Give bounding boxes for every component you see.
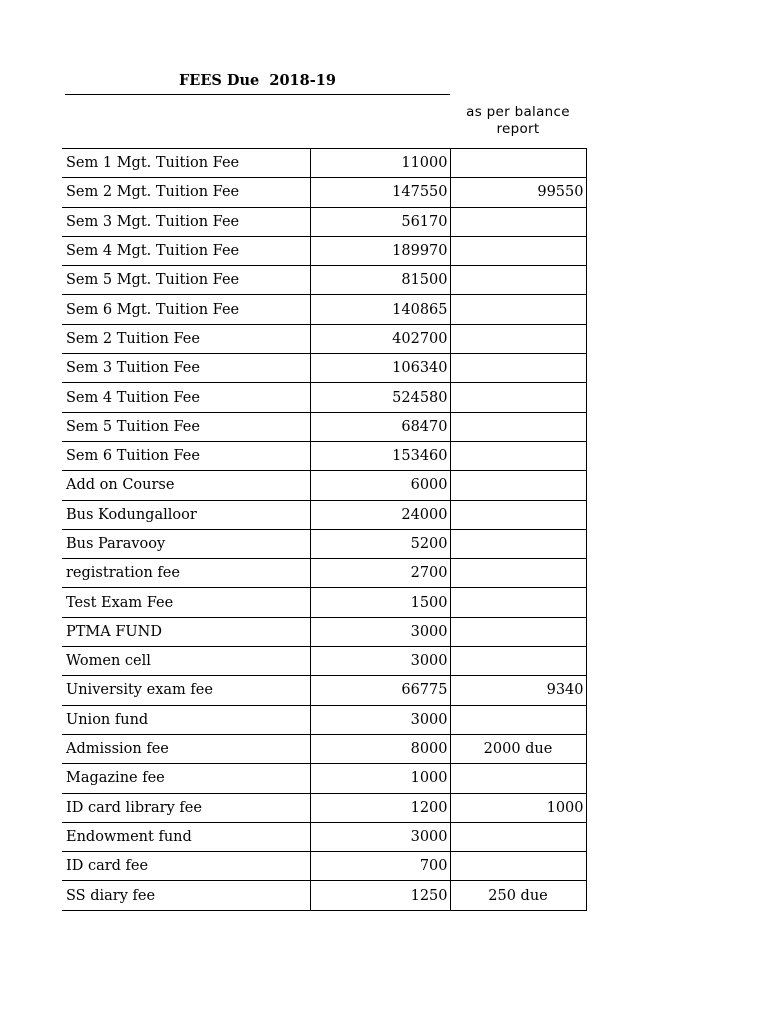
fee-amount-cell: 700	[310, 852, 450, 881]
title-text: FEES Due 2018-19	[179, 72, 336, 89]
fee-item-cell: Admission fee	[62, 734, 310, 763]
balance-cell	[450, 471, 586, 500]
balance-cell	[450, 295, 586, 324]
table-row	[62, 822, 586, 851]
balance-cell: 2000 due	[450, 734, 586, 763]
balance-cell: 250 due	[450, 881, 586, 910]
table-row	[62, 471, 586, 500]
balance-column-header	[450, 104, 586, 138]
table-row	[62, 852, 586, 881]
fee-item-cell: Union fund	[62, 705, 310, 734]
fee-amount-cell: 3000	[310, 822, 450, 851]
balance-header-line-2: report	[496, 121, 540, 137]
table-row	[62, 236, 586, 265]
fee-item-cell: Sem 3 Tuition Fee	[62, 354, 310, 383]
table-row	[62, 295, 586, 324]
balance-cell	[450, 412, 586, 441]
table-row	[62, 412, 586, 441]
fee-item-cell: PTMA FUND	[62, 617, 310, 646]
fee-amount-cell: 106340	[310, 354, 450, 383]
balance-cell	[450, 647, 586, 676]
table-row	[62, 676, 586, 705]
fee-amount-cell: 68470	[310, 412, 450, 441]
table-row	[62, 617, 586, 646]
table-row	[62, 178, 586, 207]
balance-header-line-1: as per balance	[466, 104, 570, 120]
balance-cell	[450, 236, 586, 265]
fee-amount-cell: 81500	[310, 266, 450, 295]
fee-amount-cell: 24000	[310, 500, 450, 529]
balance-cell	[450, 617, 586, 646]
balance-cell	[450, 852, 586, 881]
fee-amount-cell: 153460	[310, 441, 450, 470]
fee-item-cell: University exam fee	[62, 676, 310, 705]
fee-item-cell: Add on Course	[62, 471, 310, 500]
fee-amount-cell: 66775	[310, 676, 450, 705]
fee-amount-cell: 140865	[310, 295, 450, 324]
fee-amount-cell: 3000	[310, 647, 450, 676]
balance-cell	[450, 822, 586, 851]
fees-table-body	[62, 149, 586, 911]
fee-item-cell: Sem 1 Mgt. Tuition Fee	[62, 149, 310, 178]
balance-cell	[450, 705, 586, 734]
table-row	[62, 881, 586, 910]
balance-cell	[450, 588, 586, 617]
fee-item-cell: Magazine fee	[62, 764, 310, 793]
balance-cell	[450, 354, 586, 383]
balance-cell	[450, 500, 586, 529]
table-row	[62, 793, 586, 822]
table-row	[62, 149, 586, 178]
fee-item-cell: Endowment fund	[62, 822, 310, 851]
fee-item-cell: Sem 2 Tuition Fee	[62, 324, 310, 353]
table-row	[62, 647, 586, 676]
fee-item-cell: Bus Kodungalloor	[62, 500, 310, 529]
balance-cell	[450, 764, 586, 793]
fee-item-cell: Sem 6 Mgt. Tuition Fee	[62, 295, 310, 324]
balance-cell	[450, 324, 586, 353]
balance-cell: 1000	[450, 793, 586, 822]
fee-amount-cell: 3000	[310, 617, 450, 646]
balance-cell	[450, 149, 586, 178]
table-row	[62, 529, 586, 558]
fee-item-cell: SS diary fee	[62, 881, 310, 910]
fee-item-cell: Sem 2 Mgt. Tuition Fee	[62, 178, 310, 207]
balance-cell	[450, 441, 586, 470]
table-row	[62, 324, 586, 353]
fee-item-cell: Sem 4 Tuition Fee	[62, 383, 310, 412]
fee-amount-cell: 56170	[310, 207, 450, 236]
fee-item-cell: ID card fee	[62, 852, 310, 881]
table-row	[62, 559, 586, 588]
fee-amount-cell: 402700	[310, 324, 450, 353]
table-row	[62, 705, 586, 734]
fee-amount-cell: 6000	[310, 471, 450, 500]
table-row	[62, 354, 586, 383]
fee-item-cell: Sem 5 Tuition Fee	[62, 412, 310, 441]
fee-amount-cell: 5200	[310, 529, 450, 558]
fee-amount-cell: 1500	[310, 588, 450, 617]
balance-cell	[450, 529, 586, 558]
fee-amount-cell: 147550	[310, 178, 450, 207]
table-row	[62, 207, 586, 236]
fee-item-cell: Sem 6 Tuition Fee	[62, 441, 310, 470]
fee-amount-cell: 1200	[310, 793, 450, 822]
fee-amount-cell: 8000	[310, 734, 450, 763]
fee-amount-cell: 1250	[310, 881, 450, 910]
table-row	[62, 734, 586, 763]
fee-item-cell: ID card library fee	[62, 793, 310, 822]
fee-amount-cell: 189970	[310, 236, 450, 265]
fee-item-cell: Sem 3 Mgt. Tuition Fee	[62, 207, 310, 236]
balance-cell	[450, 559, 586, 588]
balance-cell	[450, 266, 586, 295]
table-row	[62, 441, 586, 470]
fee-amount-cell: 11000	[310, 149, 450, 178]
fees-table	[62, 148, 587, 911]
fee-item-cell: registration fee	[62, 559, 310, 588]
fee-item-cell: Test Exam Fee	[62, 588, 310, 617]
balance-cell	[450, 383, 586, 412]
fee-amount-cell: 1000	[310, 764, 450, 793]
table-row	[62, 764, 586, 793]
fee-item-cell: Sem 4 Mgt. Tuition Fee	[62, 236, 310, 265]
table-row	[62, 383, 586, 412]
fee-amount-cell: 3000	[310, 705, 450, 734]
balance-cell: 9340	[450, 676, 586, 705]
fee-amount-cell: 2700	[310, 559, 450, 588]
table-row	[62, 266, 586, 295]
balance-cell: 99550	[450, 178, 586, 207]
fee-item-cell: Women cell	[62, 647, 310, 676]
fee-amount-cell: 524580	[310, 383, 450, 412]
document-title	[65, 70, 450, 95]
balance-cell	[450, 207, 586, 236]
table-row	[62, 588, 586, 617]
fee-item-cell: Sem 5 Mgt. Tuition Fee	[62, 266, 310, 295]
fee-item-cell: Bus Paravooy	[62, 529, 310, 558]
table-row	[62, 500, 586, 529]
